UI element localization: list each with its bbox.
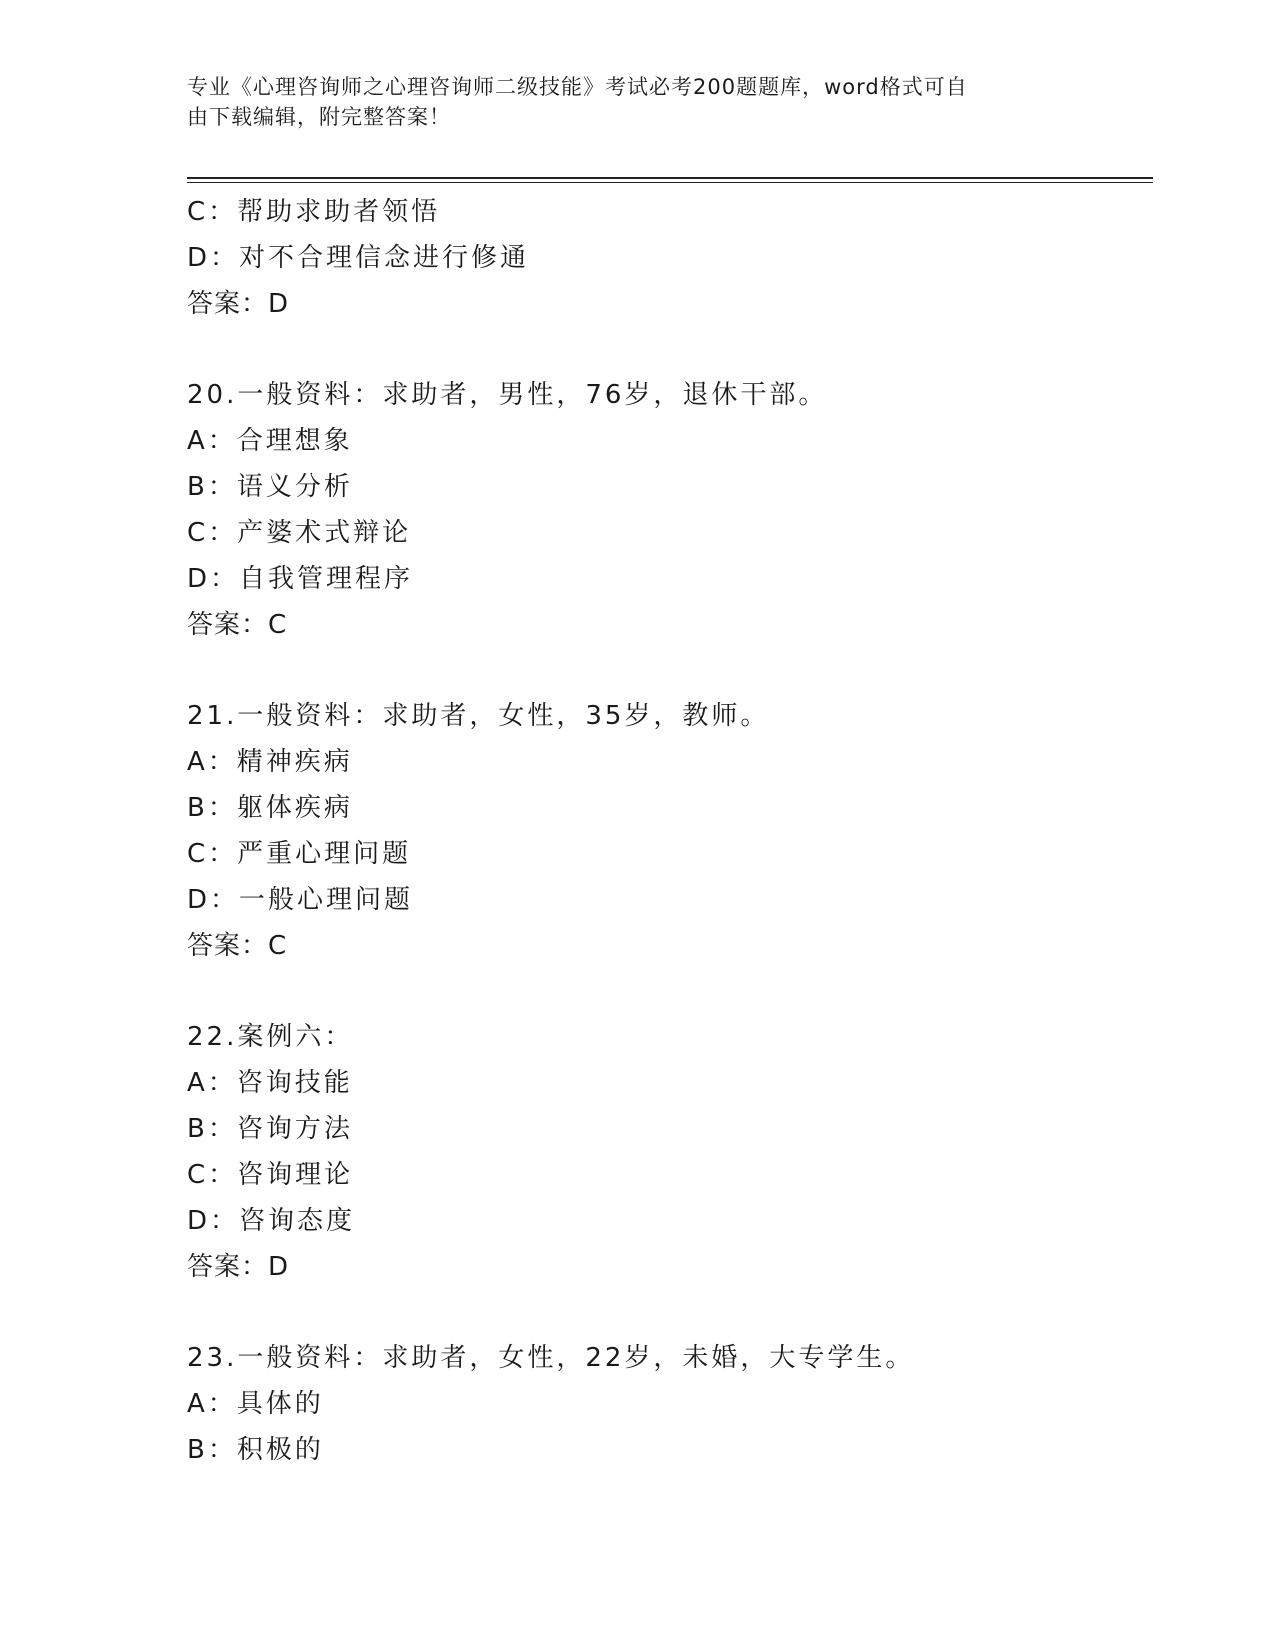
question-block-23 [187,1335,1147,1473]
option-a: A：咨询技能 [187,1068,353,1098]
question-block-22 [187,1014,1147,1290]
question-list [187,189,1147,1473]
question-stem: 21.一般资料：求助者，女性，35岁，教师。 [187,701,770,731]
answer-line: 答案：C [187,931,288,961]
header-divider-thick [187,177,1153,179]
document-header [187,72,1067,132]
header-divider-thin [187,182,1153,183]
option-b: B：咨询方法 [187,1114,353,1144]
question-spacer [187,327,1147,372]
option-a: A：具体的 [187,1389,324,1419]
question-spacer [187,1290,1147,1335]
question-stem: 22.案例六： [187,1022,354,1052]
option-c: C：帮助求助者领悟 [187,197,441,227]
question-stem: 23.一般资料：求助者，女性，22岁，未婚，大专学生。 [187,1343,915,1373]
option-c: C：产婆术式辩论 [187,518,412,548]
question-stem: 20.一般资料：求助者，男性，76岁，退休干部。 [187,380,828,410]
answer-line: 答案：D [187,289,290,319]
option-d: D：一般心理问题 [187,885,414,915]
option-d: D：自我管理程序 [187,564,414,594]
option-b: B：躯体疾病 [187,793,353,823]
question-block-21 [187,693,1147,969]
question-spacer [187,969,1147,1014]
answer-line: 答案：C [187,610,288,640]
option-d: D：咨询态度 [187,1206,356,1236]
header-title-line-1: 专业《心理咨询师之心理咨询师二级技能》考试必考200题题库，word格式可自 [187,75,968,99]
header-title-line-2: 由下载编辑，附完整答案！ [187,105,451,129]
option-d: D：对不合理信念进行修通 [187,243,530,273]
question-block-continued [187,189,1147,327]
question-block-20 [187,372,1147,648]
question-spacer [187,648,1147,693]
option-c: C：咨询理论 [187,1160,354,1190]
answer-line: 答案：D [187,1252,290,1282]
option-b: B：语义分析 [187,472,353,502]
option-a: A：合理想象 [187,426,353,456]
option-c: C：严重心理问题 [187,839,412,869]
option-a: A：精神疾病 [187,747,353,777]
option-b: B：积极的 [187,1435,324,1465]
